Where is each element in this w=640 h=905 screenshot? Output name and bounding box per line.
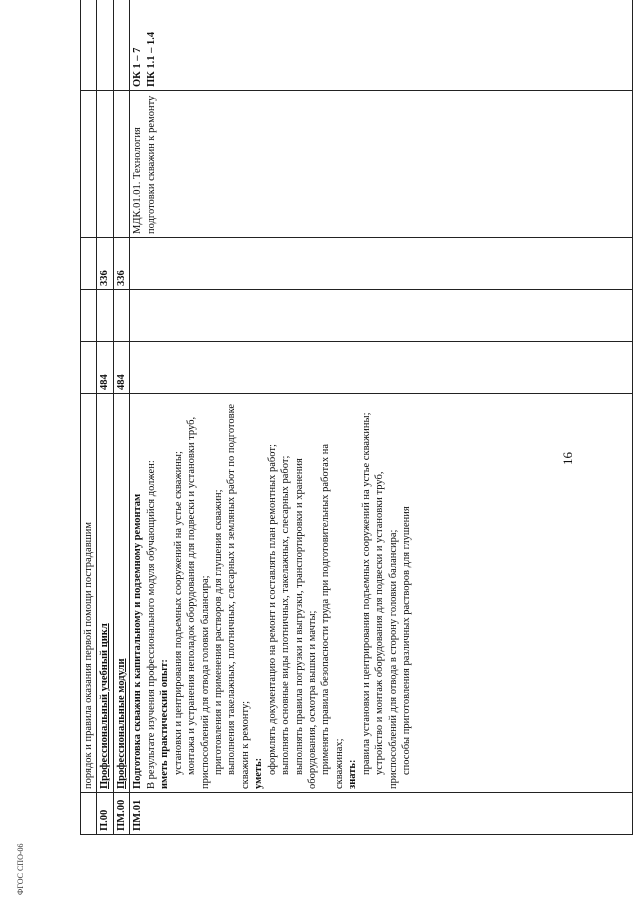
knowledge-label: знать: <box>347 759 359 789</box>
experience-item: выполнения такелажных, плотничных, слесарных и земляных работ по подготовке скважин к ремонту; <box>226 403 251 789</box>
curriculum-table <box>80 0 633 835</box>
table-row <box>81 0 97 835</box>
cell-hours-req: 336 <box>113 238 129 290</box>
table-row <box>113 0 129 835</box>
experience-label: иметь практический опыт: <box>159 659 171 789</box>
cell-hours-max: 484 <box>113 342 129 394</box>
knowledge-item: правила установки и центрирования подъемных сооружений на устье скважины; <box>360 412 372 775</box>
cell-code: П.00 <box>97 793 113 835</box>
cell-text: порядок и правила оказания первой помощи пострадавшим <box>81 394 97 793</box>
cell-code <box>81 793 97 835</box>
cell-hours-req: 336 <box>97 238 113 290</box>
cell-module-code: ПМ.01 <box>130 793 633 835</box>
cell-text: Профессиональные модули <box>113 394 129 793</box>
competency-ok: ОК 1 – 7 <box>132 47 144 87</box>
skills-label: уметь: <box>253 757 265 789</box>
competencies-cell <box>130 0 633 91</box>
experience-item: приготовления и применения растворов для глушения скважин; <box>212 489 224 775</box>
knowledge-item: способы приготовления различных растворов для глушения <box>401 506 413 775</box>
cell-hours-max: 484 <box>97 342 113 394</box>
experience-item: монтажа и устранения неполадок оборудования для подвески и установки труб, приспособлений для отвода головки балансира; <box>186 416 211 789</box>
side-note: ФГОС СПО-06 <box>16 843 25 895</box>
module-intro: В результате изучения профессионального модуля обучающийся должен: <box>145 460 157 789</box>
module-description <box>130 394 633 793</box>
module-title: Подготовка скважин к капитальному и подземному ремонтам <box>132 493 144 789</box>
skill-item: выполнять основные виды плотничных, такелажных, слесарных работ; <box>280 455 292 775</box>
skill-item: оформлять документацию на ремонт и составлять план ремонтных работ; <box>266 444 278 775</box>
knowledge-item: устройство и монтаж оборудования для подвески и установки труб, приспособлений для отвода в сторону головки балансира; <box>374 471 399 789</box>
skill-item: применять правила безопасности труда при подготовительных работах на скважинах; <box>320 444 345 789</box>
competency-pk: ПК 1.1 – 1.4 <box>145 31 157 87</box>
cell-code: ПМ.00 <box>113 793 129 835</box>
cell-text: Профессиональный учебный цикл <box>97 394 113 793</box>
table-row <box>97 0 113 835</box>
course-cell: МДК.01.01. Технология подготовки скважин к ремонту <box>130 91 633 238</box>
page-number: 16 <box>560 452 575 465</box>
table-row <box>130 0 633 835</box>
skill-item: выполнять правила погрузки и выгрузки, транспортировки и хранения оборудования, осмотра вышки и мачты; <box>293 458 318 789</box>
experience-item: установки и центрирования подъемных сооружений на устье скважины; <box>172 451 184 775</box>
